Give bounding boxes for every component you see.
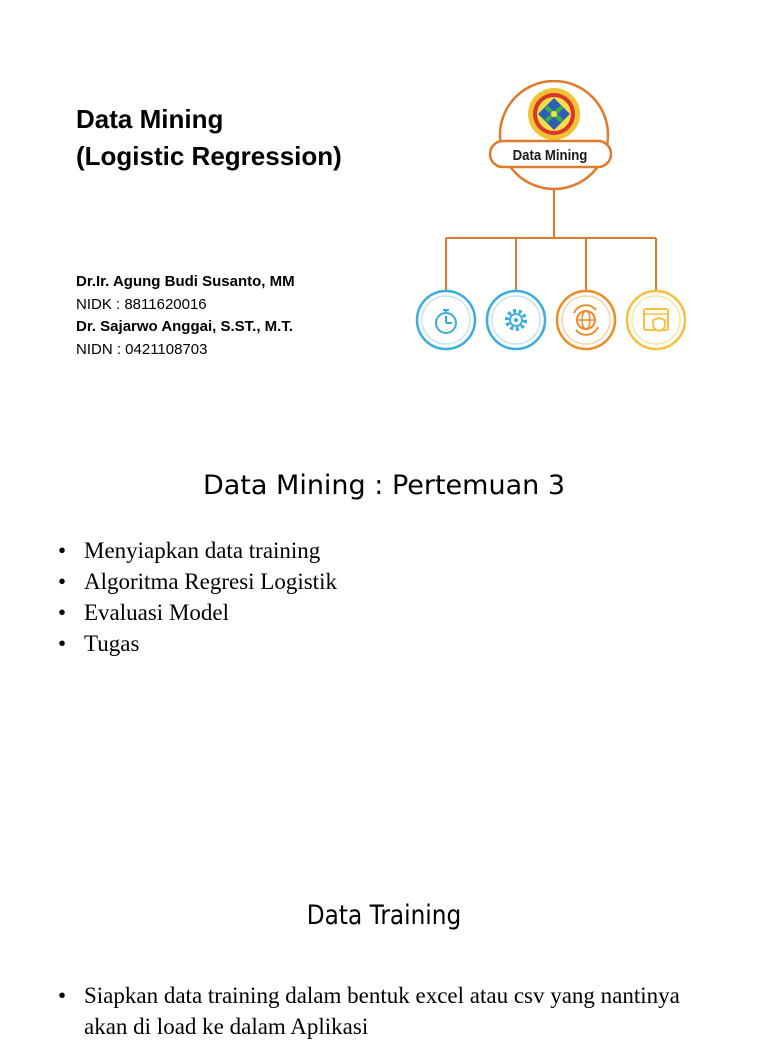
section-heading: Data Training <box>306 900 462 931</box>
data-mining-diagram <box>410 80 695 360</box>
title-line-2: (Logistic Regression) <box>76 141 342 171</box>
list-item: • Evaluasi Model <box>58 597 337 628</box>
university-logo <box>528 88 580 140</box>
training-list <box>58 980 698 1042</box>
author-id: NIDN : 0421108703 <box>76 340 208 358</box>
globe-sync-icon <box>557 291 615 349</box>
list-item: • Algoritma Regresi Logistik <box>58 566 337 597</box>
gear-icon <box>487 291 545 349</box>
root-label: Data Mining <box>512 146 588 164</box>
author-id: NIDK : 8811620016 <box>76 295 207 313</box>
list-item: • Tugas <box>58 628 337 659</box>
slide-title <box>76 101 342 175</box>
author-name: Dr. Sajarwo Anggai, S.ST., M.T. <box>76 318 293 335</box>
list-item: • Menyiapkan data training <box>58 535 337 566</box>
list-item: • Siapkan data training dalam bentuk excel atau csv yang nantinya akan di load ke dalam Aplikasi <box>58 980 698 1042</box>
title-line-1: Data Mining <box>76 104 224 134</box>
connector-lines <box>446 188 656 292</box>
browser-shield-icon <box>627 291 685 349</box>
agenda-list <box>58 535 337 659</box>
section-heading: Data Mining : Pertemuan 3 <box>202 470 566 501</box>
author-block <box>76 271 295 361</box>
stopwatch-icon <box>417 291 475 349</box>
author-name: Dr.Ir. Agung Budi Susanto, MM <box>76 273 295 290</box>
